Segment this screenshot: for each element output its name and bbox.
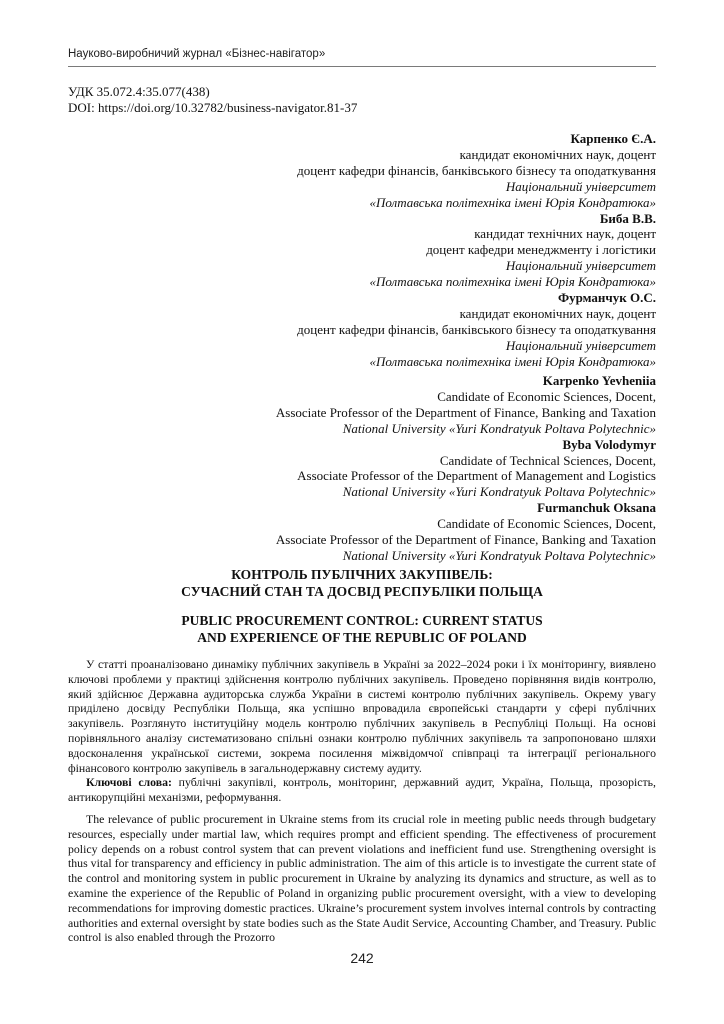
author-institution: National University «Yuri Kondratyuk Poltava Polytechnic» bbox=[342, 547, 656, 563]
title-line: AND EXPERIENCE OF THE REPUBLIC OF POLAND bbox=[197, 629, 527, 645]
author-name: Furmanchuk Oksana bbox=[537, 500, 656, 516]
author-name: Карпенко Є.А. bbox=[570, 131, 656, 146]
author-institution: «Полтавська політехніка імені Юрія Кондратюка» bbox=[369, 353, 656, 369]
author-name: Karpenko Yevheniia bbox=[542, 373, 656, 388]
authors-ukrainian bbox=[68, 131, 656, 370]
author-block bbox=[68, 211, 656, 291]
author-degree: кандидат економічних наук, доцент bbox=[459, 146, 656, 162]
author-institution: National University «Yuri Kondratyuk Poltava Polytechnic» bbox=[342, 484, 656, 500]
author-degree: Candidate of Economic Sciences, Docent, bbox=[437, 516, 656, 532]
author-block bbox=[68, 500, 656, 564]
journal-title: Науково-виробничий журнал «Бізнес-навігатор» bbox=[68, 48, 326, 60]
author-name: Фурманчук О.С. bbox=[557, 290, 656, 306]
author-degree: Candidate of Economic Sciences, Docent, bbox=[437, 388, 656, 404]
author-position: доцент кафедри менеджменту і логістики bbox=[426, 242, 656, 258]
author-block bbox=[68, 131, 656, 211]
author-institution: «Полтавська політехніка імені Юрія Кондратюка» bbox=[369, 274, 656, 290]
title-line: СУЧАСНИЙ СТАН ТА ДОСВІД РЕСПУБЛІКИ ПОЛЬЩА bbox=[181, 583, 543, 599]
keywords-label: Ключові слова: bbox=[86, 775, 172, 790]
author-position: Associate Professor of the Department of Finance, Banking and Taxation bbox=[275, 404, 656, 420]
article-meta bbox=[68, 84, 656, 116]
author-degree: Candidate of Technical Sciences, Docent, bbox=[439, 452, 656, 468]
title-line: PUBLIC PROCUREMENT CONTROL: CURRENT STATUS bbox=[181, 613, 543, 628]
author-institution: Національний університет bbox=[505, 178, 656, 194]
author-institution: Національний університет bbox=[505, 258, 656, 274]
keywords-list: публічні закупівлі, контроль, моніторинг, державний аудит, Україна, Польща, прозорість, антикорупційні механізми, реформування. bbox=[68, 775, 656, 805]
title-line: КОНТРОЛЬ ПУБЛІЧНИХ ЗАКУПІВЕЛЬ: bbox=[231, 567, 493, 582]
running-header bbox=[68, 48, 656, 67]
article-title-english bbox=[68, 613, 656, 646]
author-block bbox=[68, 373, 656, 437]
author-institution: «Полтавська політехніка імені Юрія Кондратюка» bbox=[369, 194, 656, 210]
authors-english bbox=[68, 373, 656, 564]
author-position: доцент кафедри фінансів, банківського бізнесу та оподаткування bbox=[297, 162, 656, 178]
author-block bbox=[68, 437, 656, 501]
author-block bbox=[68, 290, 656, 370]
author-position: Associate Professor of the Department of Finance, Banking and Taxation bbox=[275, 532, 656, 548]
author-degree: кандидат технічних наук, доцент bbox=[474, 226, 656, 242]
author-name: Биба В.В. bbox=[599, 210, 656, 226]
author-institution: Національний університет bbox=[505, 337, 656, 353]
article-body bbox=[68, 812, 656, 945]
author-position: доцент кафедри фінансів, банківського бізнесу та оподаткування bbox=[297, 321, 656, 337]
keywords bbox=[68, 775, 656, 805]
body-paragraph: The relevance of public procurement in Ukraine stems from its crucial role in meeting public needs through budgetary resources, especially under martial law, which requires prompt and efficient spending. The effectiveness of procurement policy depends on a robust control system that can prevent violations and inefficient fund use. Strengthening oversight is thus vital for transparency and efficiency in public administration. The aim of this article is to investigate the current state of the control and monitoring system in public procurement in Ukraine by analyzing its dynamics and structure, as well as to examine the experience of the Republic of Poland in organizing public procurement oversight, with a view to developing recommendations for improving domestic practices. Ukraine’s procurement system involves internal controls by contracting authorities and external oversight by state bodies such as the State Audit Service, Accounting Chamber, and Treasury. Public control is also enabled through the Prozorro bbox=[68, 812, 656, 945]
udc-code: УДК 35.072.4:35.077(438) bbox=[68, 84, 210, 99]
author-name: Byba Volodymyr bbox=[562, 436, 656, 452]
author-institution: National University «Yuri Kondratyuk Poltava Polytechnic» bbox=[342, 420, 656, 436]
author-degree: кандидат економічних наук, доцент bbox=[459, 305, 656, 321]
page-number: 242 bbox=[350, 950, 374, 966]
abstract bbox=[68, 657, 656, 805]
article-title-ukrainian bbox=[68, 567, 656, 600]
author-position: Associate Professor of the Department of Management and Logistics bbox=[297, 468, 656, 484]
abstract-text: У статті проаналізовано динаміку публічних закупівель в Україні за 2022–2024 роки і їх моніторингу, виявлено ключові проблеми у практиці здійснення контролю публічних закупівель. Проведено порівняння видів контролю, який здійснює Державна аудиторська служба України в системі контролю публічних закупівель. Окрему увагу приділено досвіду Республіки Польща, яка успішно впровадила європейські стандарти у сфері публічних закупівель. Розглянуто інституційну модель контролю публічних закупівель в Республіці Польщі. На основі порівняльного аналізу систематизовано спільні ознаки контролю публічних закупівель та запропоновано шляхи вдосконалення української системи, зокрема посилення міжвідомчої співпраці та інтеграції регіонального фінансового контролю закупівель в загальнодержавну систему аудиту. bbox=[68, 657, 656, 775]
doi-link[interactable]: DOI: https://doi.org/10.32782/business-navigator.81-37 bbox=[68, 100, 358, 115]
